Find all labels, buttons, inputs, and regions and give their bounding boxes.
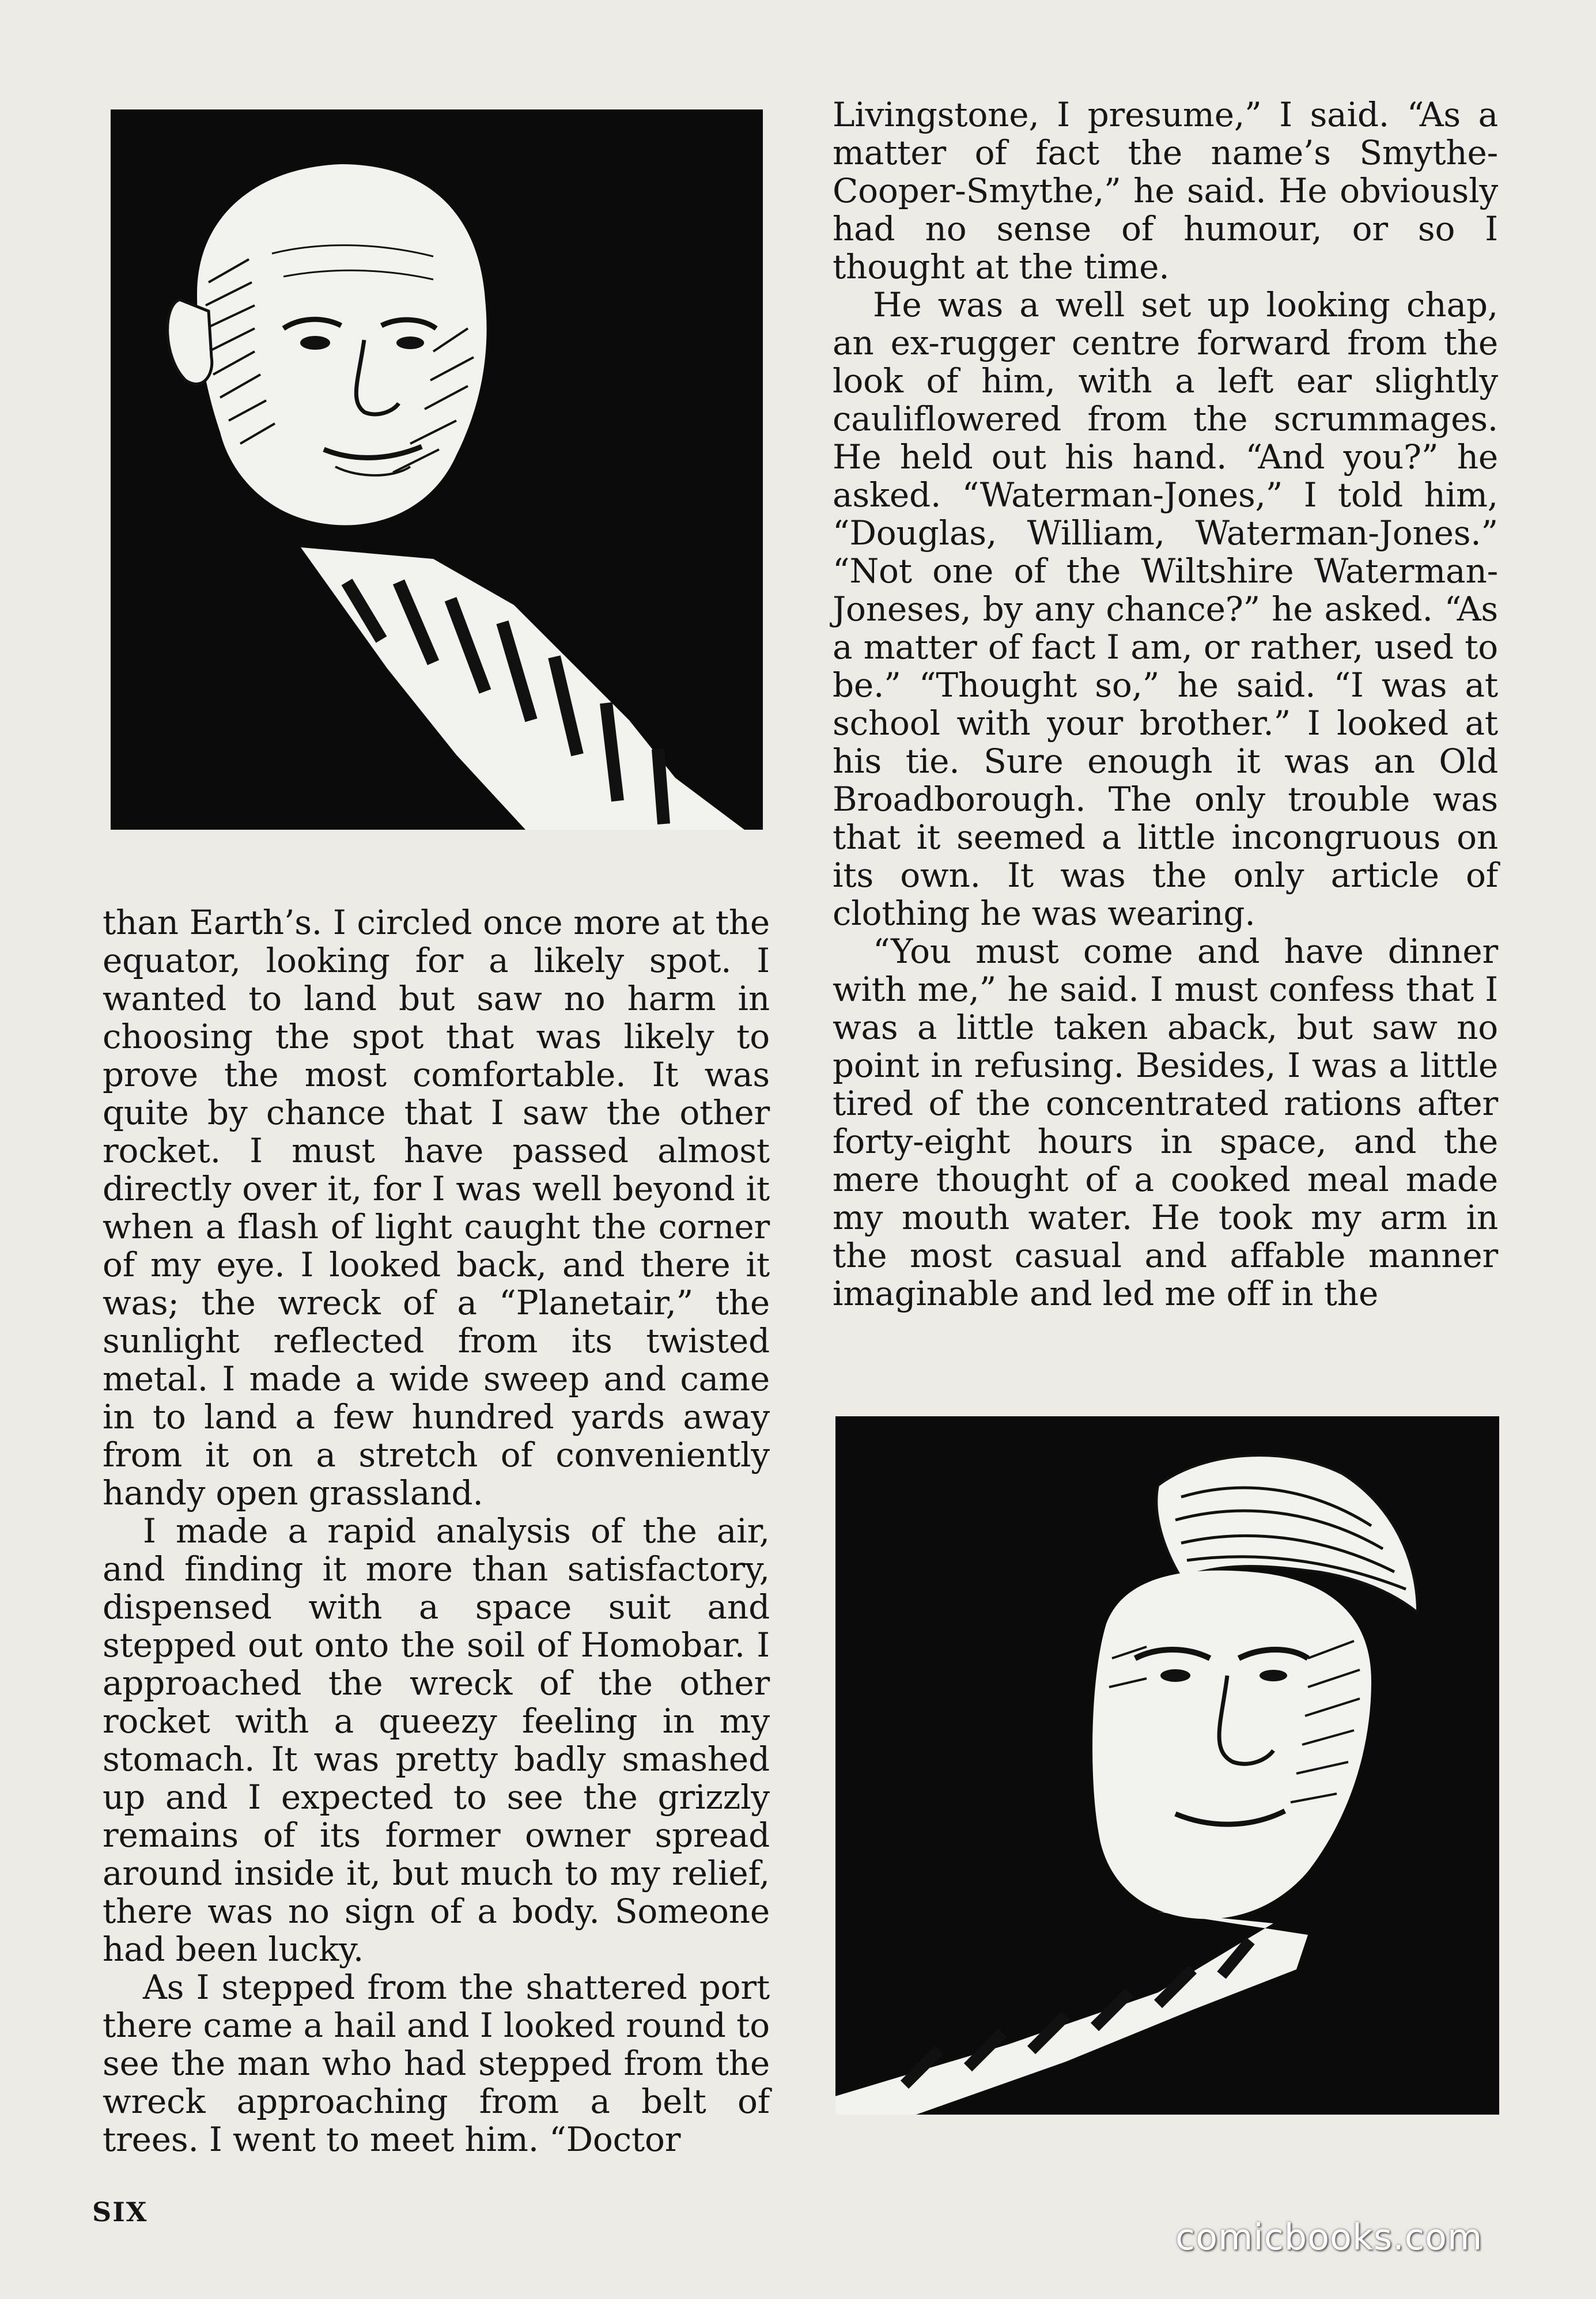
paragraph: I made a rapid analysis of the air, and finding it more than satisfactory, dispensed with a space suit and stepped out onto the soil of Homobar. I approached the wreck of the other rocket with a queezy feeling in my stomach. It was pretty badly smashed up and I expected to see the grizzly remains of its former owner spread around inside it, but much to my relief, there was no sign of a body. Someone had been lucky.	[103, 1511, 770, 1969]
article-column-right	[833, 96, 1498, 1313]
watermark: comicbooks.com	[1175, 2216, 1483, 2258]
article-column-left	[103, 903, 770, 2158]
paragraph: than Earth’s. I circled once more at the equator, looking for a likely spot. I wanted to land but saw no harm in choosing the spot that was likely to prove the most comfortable. It was quite by chance that I saw the other rocket. I must have passed almost directly over it, for I was well beyond it when a flash of light caught the corner of my eye. I looked back, and there it was; the wreck of a “Planetair,” the sunlight reflected from its twisted metal. I made a wide sweep and came in to land a few hundred yards away from it on a stretch of conveniently handy open grassland.	[103, 903, 770, 1512]
paragraph: “You must come and have dinner with me,” he said. I must confess that I was a little taken aback, but saw no point in refusing. Besides, I was a little tired of the concentrated rations after forty-eight hours in space, and the mere thought of a cooked meal made my mouth water. He took my arm in the most casual and affable manner imaginable and led me off in the	[833, 932, 1498, 1313]
illustration-bald-man-portrait	[111, 109, 763, 830]
illustration-young-man-portrait	[835, 1416, 1499, 2115]
paragraph: He was a well set up looking chap, an ex-rugger centre forward from the look of him, with a left ear slightly cauliflowered from the scrummages. He held out his hand. “And you?” he asked. “Waterman-Jones,” I told him, “Douglas, William, Waterman-Jones.” “Not one of the Wiltshire Waterman-Joneses, by any chance?” he asked. “As a matter of fact I am, or rather, used to be.” “Thought so,” he said. “I was at school with your brother.” I looked at his tie. Sure enough it was an Old Broadborough. The only trouble was that it seemed a little incongruous on its own. It was the only article of clothing he was wearing.	[833, 285, 1498, 933]
young-man-drawing	[835, 1416, 1499, 2115]
bald-man-drawing	[111, 109, 763, 830]
page-number: SIX	[92, 2196, 148, 2228]
paragraph: Livingstone, I presume,” I said. “As a matter of fact the name’s Smythe-Cooper-Smythe,” he said. He obviously had no sense of humour, or so I thought at the time.	[833, 95, 1498, 286]
paragraph: As I stepped from the shattered port there came a hail and I looked round to see the man who had stepped from the wreck approaching from a belt of trees. I went to meet him. “Doctor	[103, 1968, 770, 2159]
